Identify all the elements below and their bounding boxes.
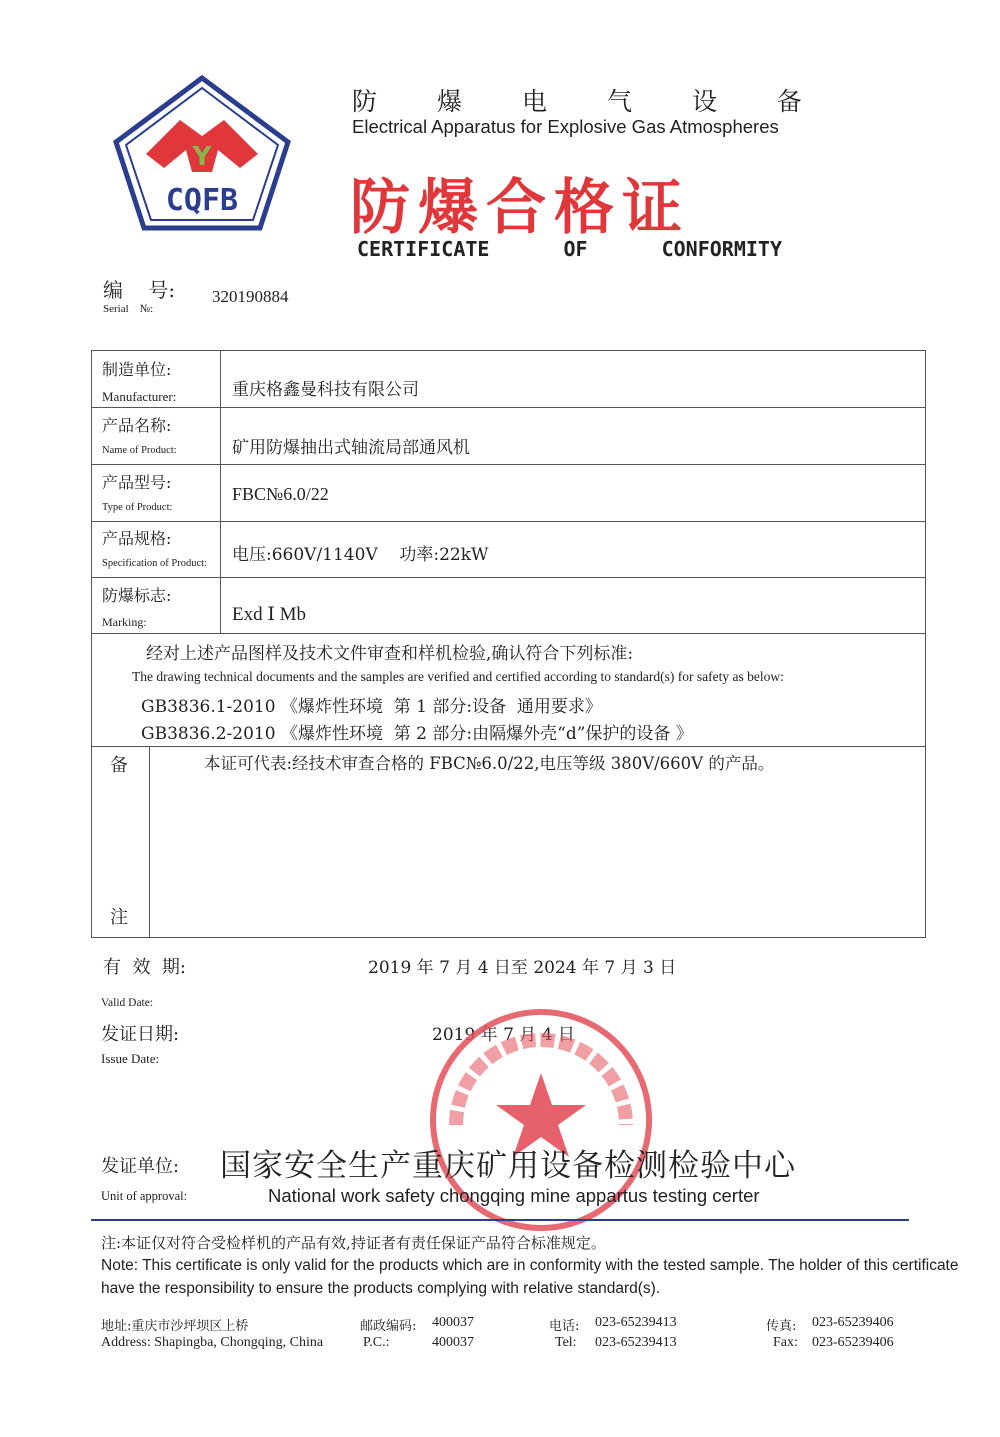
postcode-value-1: 400037 [432, 1315, 474, 1330]
cqfb-logo [110, 72, 295, 232]
tel-value-1: 023-65239413 [595, 1315, 677, 1330]
standard-2: GB3836.2-2010 《爆炸性环境 第 2 部分:由隔爆外壳“d”保护的设备 》 [141, 724, 693, 744]
serial-label-en: Serial №: [103, 303, 154, 315]
certificate-table: 制造单位: Manufacturer: 重庆格鑫曼科技有限公司 产品名称: Name of Product: 矿用防爆抽出式轴流局部通风机 产品型号: Type of Product: FBC№6.0/22 产品规格: Specification of Product: 电压:660V/1140V 功率:22kW 防爆标志: Marking: Exd Ⅰ Mb 经对上述产品图样及技术文件审查和样机检验,确认符合下列标准: The drawing technical documents and the samples are verified and certified according to standard(s) for safety as below: GB3836.1-2010 《爆炸性环境 第 1 部分:设备 通用要求》 GB3836.2-2010 《爆炸性环境 第 2 部分:由隔爆外壳“d”保护的设备 》 备 注 本证可代表:经技术审查合格的 FBC№6.0/22,电压等级 380V/660V 的产品。 [91, 350, 926, 938]
authority-label-en: Unit of approval: [101, 1189, 188, 1203]
tel-value-2: 023-65239413 [595, 1335, 677, 1350]
header-cn: 防 爆 电 气 设 备 [352, 87, 802, 116]
svg-text:Y: Y [192, 142, 212, 172]
postcode-value-2: 400037 [432, 1335, 474, 1350]
address-en: Address: Shapingba, Chongqing, China [101, 1335, 324, 1350]
issue-date-label-cn: 发证日期: [101, 1024, 180, 1045]
fax-label-en: Fax: [773, 1335, 798, 1350]
authority-name-en: National work safety chongqing mine appartus testing certer [268, 1185, 760, 1206]
remarks-label-bottom: 注 [110, 907, 128, 928]
valid-date-value: 2019 年 7 月 4 日至 2024 年 7 月 3 日 [368, 958, 677, 978]
divider [91, 1219, 909, 1221]
fax-value-1: 023-65239406 [812, 1315, 894, 1330]
certificate-title: 防爆合格证 [350, 173, 690, 243]
tel-label-cn: 电话: [549, 1319, 580, 1334]
issue-date-label-en: Issue Date: [101, 1051, 160, 1066]
note-en: Note: This certificate is only valid for the products which are in conformity with the tested sample. The holder of this certificate have the responsibility to ensure the products complying with relative standard(s). [101, 1257, 959, 1297]
authority-label-cn: 发证单位: [101, 1156, 180, 1177]
standards-intro-cn: 经对上述产品图样及技术文件审查和样机检验,确认符合下列标准: [146, 644, 634, 664]
address-cn: 地址:重庆市沙坪坝区上桥 [101, 1319, 249, 1334]
tel-label-en: Tel: [555, 1335, 577, 1350]
serial-number: 320190884 [212, 287, 289, 306]
postcode-label-cn: 邮政编码: [360, 1319, 417, 1334]
remarks-label-top: 备 [110, 755, 128, 776]
certificate-subtitle: CERTIFICATE OF CONFORMITY [357, 237, 782, 261]
valid-date-label-en: Valid Date: [101, 997, 154, 1009]
note-cn: 注:本证仅对符合受检样机的产品有效,持证者有责任保证产品符合标准规定。 [101, 1234, 606, 1252]
standards-intro-en: The drawing technical documents and the samples are verified and certified according to standard(s) for safety as below: [132, 669, 784, 684]
issue-date-value: 2019 年 7 月 4 日 [432, 1025, 575, 1045]
serial-label-cn: 编 号: [103, 278, 176, 302]
remarks-text: 本证可代表:经技术审查合格的 FBC№6.0/22,电压等级 380V/660V 的产品。 [204, 754, 775, 773]
header-en: Electrical Apparatus for Explosive Gas Atmospheres [352, 116, 779, 137]
standard-1: GB3836.1-2010 《爆炸性环境 第 1 部分:设备 通用要求》 [141, 697, 602, 717]
logo-text: CQFB [165, 183, 239, 218]
postcode-label-en: P.C.: [363, 1335, 390, 1350]
authority-name-cn: 国家安全生产重庆矿用设备检测检验中心 [220, 1148, 796, 1184]
valid-date-label-cn: 有 效 期: [103, 957, 186, 978]
fax-value-2: 023-65239406 [812, 1335, 894, 1350]
fax-label-cn: 传真: [766, 1319, 797, 1334]
